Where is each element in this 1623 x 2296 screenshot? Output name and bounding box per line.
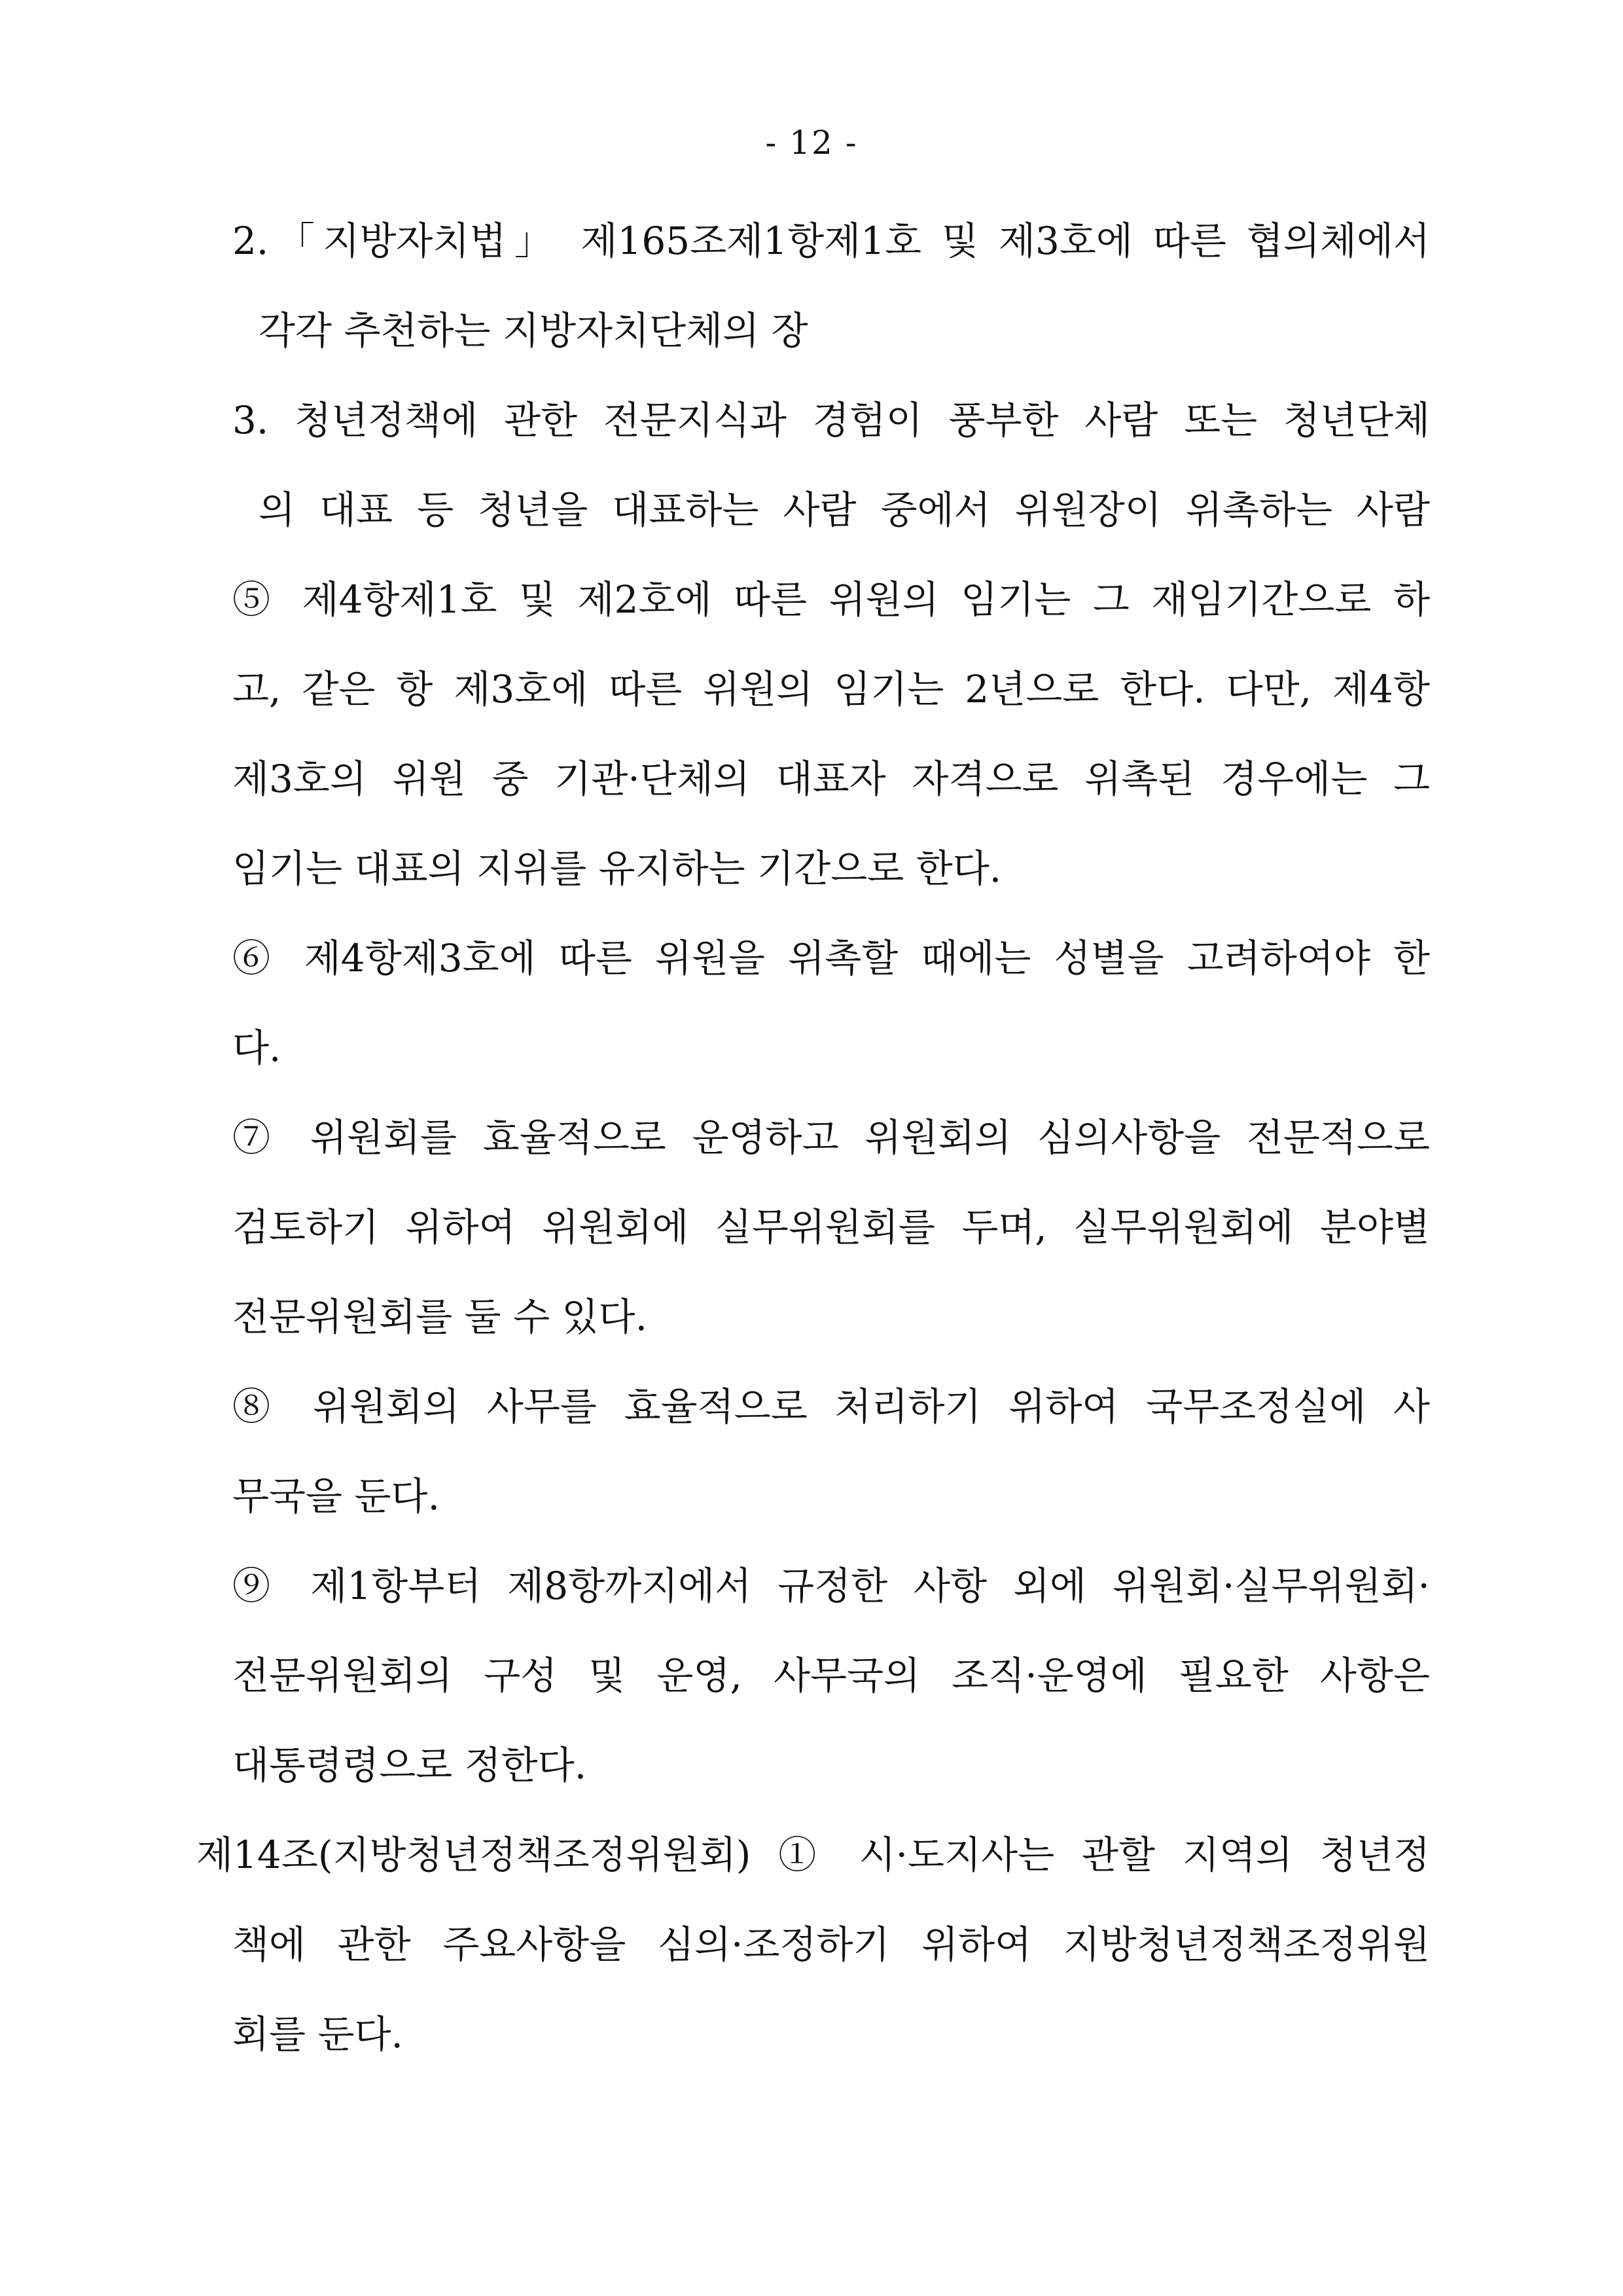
text-line: 무국을 둔다.	[232, 1474, 440, 1518]
text-line: 임기는 대표의 지위를 유지하는 기간으로 한다.	[232, 846, 1002, 891]
text-line: ⑥ 제4항제3호에 따른 위원을 위촉할 때에는 성별을 고려하여야 한	[232, 936, 1430, 980]
text-line: 회를 둔다.	[232, 2012, 403, 2056]
text-line: ⑨ 제1항부터 제8항까지에서 규정한 사항 외에 위원회·실무위원회·	[232, 1564, 1430, 1608]
text-line: ⑦ 위원회를 효율적으로 운영하고 위원회의 심의사항을 전문적으로	[232, 1115, 1430, 1160]
text-line: ⑤ 제4항제1호 및 제2호에 따른 위원의 임기는 그 재임기간으로 하	[232, 577, 1430, 622]
text-line: 전문위원회를 둘 수 있다.	[232, 1295, 648, 1339]
text-line: ⑧ 위원회의 사무를 효율적으로 처리하기 위하여 국무조정실에 사	[232, 1384, 1430, 1429]
text-line: 책에 관한 주요사항을 심의·조정하기 위하여 지방청년정책조정위원	[232, 1922, 1430, 1967]
text-line: 의 대표 등 청년을 대표하는 사람 중에서 위원장이 위촉하는 사람	[259, 488, 1430, 532]
text-line: 2.「지방자치법」 제165조제1항제1호 및 제3호에 따른 협의체에서	[232, 219, 1430, 263]
article-heading-line: 제14조(지방청년정책조정위원회) ① 시·도지사는 관할 지역의 청년정	[196, 1833, 1430, 1877]
text-line: 다.	[232, 1026, 281, 1070]
text-line: 고, 같은 항 제3호에 따른 위원의 임기는 2년으로 한다. 다만, 제4항	[232, 667, 1430, 711]
text-line: 제3호의 위원 중 기관·단체의 대표자 자격으로 위촉된 경우에는 그	[232, 757, 1430, 801]
text-line: 각각 추천하는 지방자치단체의 장	[259, 308, 808, 353]
text-line: 전문위원회의 구성 및 운영, 사무국의 조직·운영에 필요한 사항은	[232, 1653, 1430, 1698]
page-number: - 12 -	[765, 124, 858, 162]
text-line: 대통령령으로 정한다.	[232, 1743, 587, 1787]
text-line: 3. 청년정책에 관한 전문지식과 경험이 풍부한 사람 또는 청년단체	[232, 398, 1430, 442]
text-line: 검토하기 위하여 위원회에 실무위원회를 두며, 실무위원회에 분야별	[232, 1205, 1430, 1249]
